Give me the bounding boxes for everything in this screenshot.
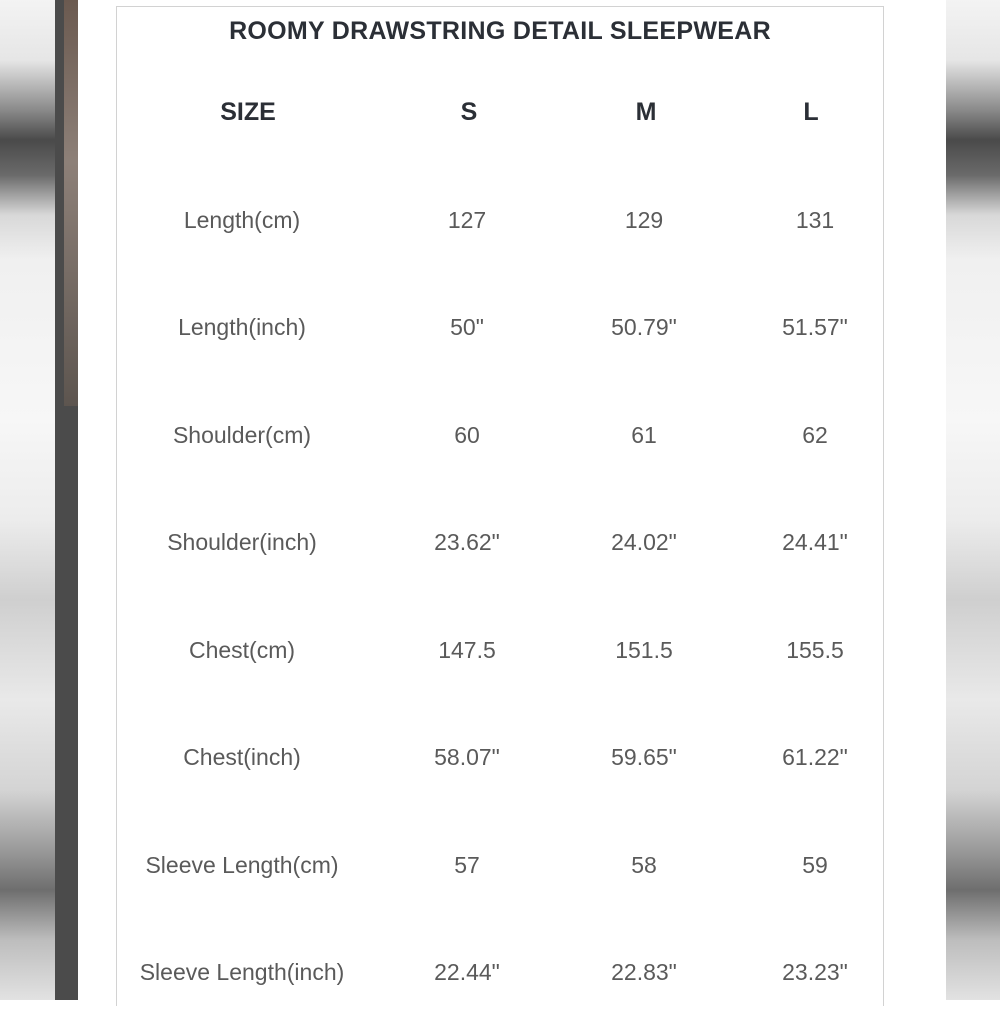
row-label: Shoulder(cm) bbox=[172, 421, 312, 448]
value-l: 62 bbox=[802, 421, 828, 448]
value-l: 59 bbox=[802, 851, 828, 878]
value-s: 57 bbox=[454, 851, 480, 878]
table-row bbox=[117, 167, 883, 275]
table-row bbox=[117, 812, 883, 920]
row-label: Length(inch) bbox=[178, 314, 306, 341]
value-l: 23.23" bbox=[782, 959, 848, 986]
header-size: SIZE bbox=[220, 98, 276, 127]
value-s: 23.62" bbox=[434, 529, 500, 556]
table-row bbox=[117, 919, 883, 1027]
value-m: 129 bbox=[624, 206, 664, 233]
size-chart-grid bbox=[117, 59, 883, 1027]
value-s: 60 bbox=[454, 421, 480, 448]
row-label: Sleeve Length(inch) bbox=[139, 959, 345, 986]
header-m: M bbox=[635, 98, 657, 127]
table-row bbox=[117, 704, 883, 812]
value-m: 22.83" bbox=[611, 959, 677, 986]
size-chart-table bbox=[116, 6, 884, 1006]
row-label: Chest(inch) bbox=[183, 744, 301, 771]
value-l: 51.57" bbox=[782, 314, 848, 341]
value-m: 59.65" bbox=[611, 744, 677, 771]
value-s: 58.07" bbox=[434, 744, 500, 771]
value-s: 50" bbox=[450, 314, 484, 341]
table-row bbox=[117, 382, 883, 490]
table-row bbox=[117, 597, 883, 705]
table-row bbox=[117, 489, 883, 597]
row-label: Shoulder(inch) bbox=[167, 529, 317, 556]
value-l: 24.41" bbox=[782, 529, 848, 556]
header-s: S bbox=[460, 98, 478, 127]
table-header-row bbox=[117, 59, 883, 167]
value-m: 58 bbox=[631, 851, 657, 878]
value-l: 61.22" bbox=[782, 744, 848, 771]
value-l: 131 bbox=[795, 206, 835, 233]
value-l: 155.5 bbox=[786, 636, 844, 663]
row-label: Chest(cm) bbox=[188, 636, 296, 663]
value-m: 151.5 bbox=[615, 636, 673, 663]
value-m: 50.79" bbox=[611, 314, 677, 341]
row-label: Sleeve Length(cm) bbox=[145, 851, 339, 878]
size-chart-card bbox=[78, 0, 946, 1000]
value-m: 61 bbox=[631, 421, 657, 448]
value-s: 127 bbox=[447, 206, 487, 233]
value-s: 22.44" bbox=[434, 959, 500, 986]
header-l: L bbox=[803, 98, 819, 127]
value-s: 147.5 bbox=[438, 636, 496, 663]
row-label: Length(cm) bbox=[183, 206, 301, 233]
value-m: 24.02" bbox=[611, 529, 677, 556]
table-row bbox=[117, 274, 883, 382]
size-chart-title: ROOMY DRAWSTRING DETAIL SLEEPWEAR bbox=[229, 17, 771, 45]
